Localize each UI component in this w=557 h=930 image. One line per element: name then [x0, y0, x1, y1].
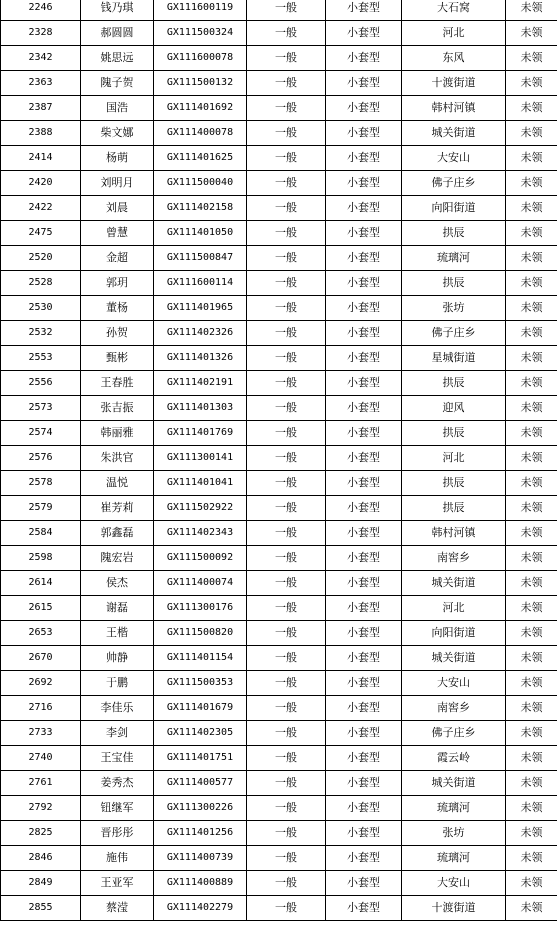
category-cell: 一般	[247, 396, 326, 421]
name-cell: 郭玥	[81, 271, 154, 296]
unit-type-cell: 小套型	[326, 46, 402, 71]
certificate-id-cell: GX111401625	[154, 146, 247, 171]
unit-type-cell: 小套型	[326, 496, 402, 521]
category-cell: 一般	[247, 271, 326, 296]
name-cell: 王宝佳	[81, 746, 154, 771]
table-row	[1, 46, 557, 71]
name-cell: 董杨	[81, 296, 154, 321]
township-cell: 大石窝	[402, 0, 506, 21]
category-cell: 一般	[247, 696, 326, 721]
status-cell: 未领	[506, 546, 557, 571]
status-cell: 未领	[506, 296, 557, 321]
unit-type-cell: 小套型	[326, 221, 402, 246]
name-cell: 崔芳莉	[81, 496, 154, 521]
status-cell: 未领	[506, 646, 557, 671]
status-cell: 未领	[506, 121, 557, 146]
certificate-id-cell: GX111401692	[154, 96, 247, 121]
name-cell: 谢磊	[81, 596, 154, 621]
status-cell: 未领	[506, 21, 557, 46]
name-cell: 甄彬	[81, 346, 154, 371]
unit-type-cell: 小套型	[326, 521, 402, 546]
certificate-id-cell: GX111400577	[154, 771, 247, 796]
township-cell: 张坊	[402, 296, 506, 321]
record-number-cell: 2422	[1, 196, 81, 221]
certificate-id-cell: GX111401041	[154, 471, 247, 496]
certificate-id-cell: GX111500324	[154, 21, 247, 46]
category-cell: 一般	[247, 621, 326, 646]
township-cell: 迎风	[402, 396, 506, 421]
category-cell: 一般	[247, 871, 326, 896]
category-cell: 一般	[247, 646, 326, 671]
unit-type-cell: 小套型	[326, 646, 402, 671]
certificate-id-cell: GX111402305	[154, 721, 247, 746]
category-cell: 一般	[247, 471, 326, 496]
status-cell: 未领	[506, 396, 557, 421]
name-cell: 朱洪官	[81, 446, 154, 471]
township-cell: 拱辰	[402, 271, 506, 296]
unit-type-cell: 小套型	[326, 896, 402, 921]
status-cell: 未领	[506, 796, 557, 821]
name-cell: 隗宏岩	[81, 546, 154, 571]
category-cell: 一般	[247, 221, 326, 246]
status-cell: 未领	[506, 0, 557, 21]
name-cell: 钱乃琪	[81, 0, 154, 21]
category-cell: 一般	[247, 196, 326, 221]
status-cell: 未领	[506, 621, 557, 646]
record-number-cell: 2328	[1, 21, 81, 46]
table-row	[1, 421, 557, 446]
unit-type-cell: 小套型	[326, 296, 402, 321]
township-cell: 河北	[402, 446, 506, 471]
record-number-cell: 2414	[1, 146, 81, 171]
status-cell: 未领	[506, 571, 557, 596]
status-cell: 未领	[506, 321, 557, 346]
status-cell: 未领	[506, 246, 557, 271]
township-cell: 韩村河镇	[402, 96, 506, 121]
township-cell: 向阳街道	[402, 196, 506, 221]
table-row	[1, 396, 557, 421]
unit-type-cell: 小套型	[326, 171, 402, 196]
township-cell: 拱辰	[402, 421, 506, 446]
unit-type-cell: 小套型	[326, 771, 402, 796]
record-number-cell: 2556	[1, 371, 81, 396]
table-row	[1, 896, 557, 921]
category-cell: 一般	[247, 421, 326, 446]
category-cell: 一般	[247, 546, 326, 571]
record-number-cell: 2576	[1, 446, 81, 471]
unit-type-cell: 小套型	[326, 246, 402, 271]
category-cell: 一般	[247, 21, 326, 46]
township-cell: 大安山	[402, 871, 506, 896]
table-row	[1, 671, 557, 696]
status-cell: 未领	[506, 896, 557, 921]
unit-type-cell: 小套型	[326, 121, 402, 146]
table-row	[1, 846, 557, 871]
name-cell: 隗子贺	[81, 71, 154, 96]
category-cell: 一般	[247, 0, 326, 21]
table-row	[1, 196, 557, 221]
certificate-id-cell: GX111400739	[154, 846, 247, 871]
category-cell: 一般	[247, 596, 326, 621]
record-number-cell: 2574	[1, 421, 81, 446]
category-cell: 一般	[247, 46, 326, 71]
certificate-id-cell: GX111401303	[154, 396, 247, 421]
record-number-cell: 2246	[1, 0, 81, 21]
record-number-cell: 2733	[1, 721, 81, 746]
table-row	[1, 871, 557, 896]
table-row	[1, 71, 557, 96]
certificate-id-cell: GX111500132	[154, 71, 247, 96]
category-cell: 一般	[247, 571, 326, 596]
name-cell: 施伟	[81, 846, 154, 871]
certificate-id-cell: GX111402326	[154, 321, 247, 346]
name-cell: 晋彤彤	[81, 821, 154, 846]
table-row	[1, 221, 557, 246]
category-cell: 一般	[247, 746, 326, 771]
category-cell: 一般	[247, 346, 326, 371]
record-number-cell: 2420	[1, 171, 81, 196]
certificate-id-cell: GX111300176	[154, 596, 247, 621]
table-row	[1, 771, 557, 796]
unit-type-cell: 小套型	[326, 196, 402, 221]
township-cell: 佛子庄乡	[402, 321, 506, 346]
record-number-cell: 2792	[1, 796, 81, 821]
name-cell: 杨萌	[81, 146, 154, 171]
record-number-cell: 2846	[1, 846, 81, 871]
township-cell: 霞云岭	[402, 746, 506, 771]
category-cell: 一般	[247, 296, 326, 321]
status-cell: 未领	[506, 196, 557, 221]
record-number-cell: 2740	[1, 746, 81, 771]
category-cell: 一般	[247, 896, 326, 921]
certificate-id-cell: GX111600078	[154, 46, 247, 71]
name-cell: 姜秀杰	[81, 771, 154, 796]
certificate-id-cell: GX111401769	[154, 421, 247, 446]
certificate-id-cell: GX111500353	[154, 671, 247, 696]
status-cell: 未领	[506, 221, 557, 246]
name-cell: 李佳乐	[81, 696, 154, 721]
category-cell: 一般	[247, 96, 326, 121]
unit-type-cell: 小套型	[326, 271, 402, 296]
certificate-id-cell: GX111502922	[154, 496, 247, 521]
table-row	[1, 346, 557, 371]
certificate-id-cell: GX111401256	[154, 821, 247, 846]
table-row	[1, 496, 557, 521]
record-number-cell: 2615	[1, 596, 81, 621]
record-number-cell: 2387	[1, 96, 81, 121]
unit-type-cell: 小套型	[326, 346, 402, 371]
certificate-id-cell: GX111401751	[154, 746, 247, 771]
status-cell: 未领	[506, 721, 557, 746]
record-number-cell: 2761	[1, 771, 81, 796]
table-row	[1, 21, 557, 46]
status-cell: 未领	[506, 521, 557, 546]
unit-type-cell: 小套型	[326, 71, 402, 96]
certificate-id-cell: GX111600119	[154, 0, 247, 21]
table-row	[1, 0, 557, 21]
category-cell: 一般	[247, 321, 326, 346]
table-row	[1, 646, 557, 671]
category-cell: 一般	[247, 171, 326, 196]
status-cell: 未领	[506, 71, 557, 96]
unit-type-cell: 小套型	[326, 421, 402, 446]
township-cell: 城关街道	[402, 121, 506, 146]
category-cell: 一般	[247, 121, 326, 146]
status-cell: 未领	[506, 446, 557, 471]
status-cell: 未领	[506, 371, 557, 396]
records-table-body	[1, 0, 557, 921]
township-cell: 拱辰	[402, 371, 506, 396]
category-cell: 一般	[247, 246, 326, 271]
unit-type-cell: 小套型	[326, 821, 402, 846]
category-cell: 一般	[247, 371, 326, 396]
township-cell: 拱辰	[402, 221, 506, 246]
unit-type-cell: 小套型	[326, 596, 402, 621]
township-cell: 大安山	[402, 671, 506, 696]
category-cell: 一般	[247, 721, 326, 746]
certificate-id-cell: GX111400074	[154, 571, 247, 596]
unit-type-cell: 小套型	[326, 396, 402, 421]
table-row	[1, 171, 557, 196]
table-row	[1, 546, 557, 571]
township-cell: 河北	[402, 21, 506, 46]
record-number-cell: 2528	[1, 271, 81, 296]
status-cell: 未领	[506, 46, 557, 71]
status-cell: 未领	[506, 96, 557, 121]
table-row	[1, 121, 557, 146]
status-cell: 未领	[506, 596, 557, 621]
unit-type-cell: 小套型	[326, 571, 402, 596]
category-cell: 一般	[247, 71, 326, 96]
table-row	[1, 796, 557, 821]
unit-type-cell: 小套型	[326, 796, 402, 821]
certificate-id-cell: GX111500847	[154, 246, 247, 271]
category-cell: 一般	[247, 446, 326, 471]
record-number-cell: 2584	[1, 521, 81, 546]
township-cell: 琉璃河	[402, 246, 506, 271]
township-cell: 拱辰	[402, 496, 506, 521]
category-cell: 一般	[247, 521, 326, 546]
name-cell: 曾慧	[81, 221, 154, 246]
record-number-cell: 2855	[1, 896, 81, 921]
category-cell: 一般	[247, 146, 326, 171]
township-cell: 南窖乡	[402, 546, 506, 571]
certificate-id-cell: GX111401679	[154, 696, 247, 721]
record-number-cell: 2388	[1, 121, 81, 146]
category-cell: 一般	[247, 821, 326, 846]
township-cell: 十渡街道	[402, 71, 506, 96]
township-cell: 十渡街道	[402, 896, 506, 921]
township-cell: 南窖乡	[402, 696, 506, 721]
unit-type-cell: 小套型	[326, 546, 402, 571]
name-cell: 孙贺	[81, 321, 154, 346]
name-cell: 姚思远	[81, 46, 154, 71]
name-cell: 金超	[81, 246, 154, 271]
name-cell: 刘明月	[81, 171, 154, 196]
name-cell: 柴文娜	[81, 121, 154, 146]
status-cell: 未领	[506, 421, 557, 446]
record-number-cell: 2520	[1, 246, 81, 271]
unit-type-cell: 小套型	[326, 0, 402, 21]
certificate-id-cell: GX111401965	[154, 296, 247, 321]
name-cell: 王楷	[81, 621, 154, 646]
unit-type-cell: 小套型	[326, 446, 402, 471]
category-cell: 一般	[247, 496, 326, 521]
record-number-cell: 2716	[1, 696, 81, 721]
certificate-id-cell: GX111600114	[154, 271, 247, 296]
township-cell: 琉璃河	[402, 846, 506, 871]
record-number-cell: 2692	[1, 671, 81, 696]
name-cell: 帅静	[81, 646, 154, 671]
table-row	[1, 96, 557, 121]
name-cell: 李剑	[81, 721, 154, 746]
township-cell: 城关街道	[402, 571, 506, 596]
township-cell: 河北	[402, 596, 506, 621]
status-cell: 未领	[506, 171, 557, 196]
record-number-cell: 2849	[1, 871, 81, 896]
status-cell: 未领	[506, 271, 557, 296]
township-cell: 城关街道	[402, 771, 506, 796]
township-cell: 拱辰	[402, 471, 506, 496]
name-cell: 王春胜	[81, 371, 154, 396]
certificate-id-cell: GX111402279	[154, 896, 247, 921]
name-cell: 刘晨	[81, 196, 154, 221]
table-row	[1, 696, 557, 721]
unit-type-cell: 小套型	[326, 746, 402, 771]
status-cell: 未领	[506, 846, 557, 871]
name-cell: 王亚军	[81, 871, 154, 896]
category-cell: 一般	[247, 796, 326, 821]
table-row	[1, 246, 557, 271]
unit-type-cell: 小套型	[326, 696, 402, 721]
name-cell: 国浩	[81, 96, 154, 121]
status-cell: 未领	[506, 871, 557, 896]
name-cell: 张吉振	[81, 396, 154, 421]
status-cell: 未领	[506, 771, 557, 796]
certificate-id-cell: GX111300141	[154, 446, 247, 471]
township-cell: 韩村河镇	[402, 521, 506, 546]
category-cell: 一般	[247, 671, 326, 696]
name-cell: 郝圆圆	[81, 21, 154, 46]
record-number-cell: 2614	[1, 571, 81, 596]
certificate-id-cell: GX111402191	[154, 371, 247, 396]
table-row	[1, 821, 557, 846]
township-cell: 东风	[402, 46, 506, 71]
unit-type-cell: 小套型	[326, 96, 402, 121]
status-cell: 未领	[506, 696, 557, 721]
status-cell: 未领	[506, 471, 557, 496]
table-row	[1, 371, 557, 396]
table-row	[1, 321, 557, 346]
name-cell: 于鹏	[81, 671, 154, 696]
certificate-id-cell: GX111500820	[154, 621, 247, 646]
record-number-cell: 2553	[1, 346, 81, 371]
table-row	[1, 721, 557, 746]
table-row	[1, 621, 557, 646]
status-cell: 未领	[506, 146, 557, 171]
certificate-id-cell: GX111500040	[154, 171, 247, 196]
unit-type-cell: 小套型	[326, 471, 402, 496]
certificate-id-cell: GX111401154	[154, 646, 247, 671]
certificate-id-cell: GX111400078	[154, 121, 247, 146]
status-cell: 未领	[506, 346, 557, 371]
record-number-cell: 2573	[1, 396, 81, 421]
certificate-id-cell: GX111402158	[154, 196, 247, 221]
record-number-cell: 2578	[1, 471, 81, 496]
unit-type-cell: 小套型	[326, 321, 402, 346]
category-cell: 一般	[247, 846, 326, 871]
unit-type-cell: 小套型	[326, 371, 402, 396]
unit-type-cell: 小套型	[326, 671, 402, 696]
certificate-id-cell: GX111500092	[154, 546, 247, 571]
name-cell: 韩丽雅	[81, 421, 154, 446]
record-number-cell: 2598	[1, 546, 81, 571]
status-cell: 未领	[506, 821, 557, 846]
category-cell: 一般	[247, 771, 326, 796]
table-row	[1, 571, 557, 596]
record-number-cell: 2825	[1, 821, 81, 846]
certificate-id-cell: GX111401326	[154, 346, 247, 371]
status-cell: 未领	[506, 746, 557, 771]
record-number-cell: 2475	[1, 221, 81, 246]
name-cell: 郭鑫磊	[81, 521, 154, 546]
record-number-cell: 2653	[1, 621, 81, 646]
unit-type-cell: 小套型	[326, 846, 402, 871]
name-cell: 温悦	[81, 471, 154, 496]
name-cell: 侯杰	[81, 571, 154, 596]
record-number-cell: 2342	[1, 46, 81, 71]
certificate-id-cell: GX111401050	[154, 221, 247, 246]
unit-type-cell: 小套型	[326, 721, 402, 746]
township-cell: 大安山	[402, 146, 506, 171]
certificate-id-cell: GX111402343	[154, 521, 247, 546]
township-cell: 佛子庄乡	[402, 171, 506, 196]
record-number-cell: 2532	[1, 321, 81, 346]
township-cell: 星城街道	[402, 346, 506, 371]
record-number-cell: 2530	[1, 296, 81, 321]
table-row	[1, 271, 557, 296]
status-cell: 未领	[506, 496, 557, 521]
table-row	[1, 521, 557, 546]
record-number-cell: 2670	[1, 646, 81, 671]
status-cell: 未领	[506, 671, 557, 696]
table-row	[1, 471, 557, 496]
township-cell: 张坊	[402, 821, 506, 846]
table-row	[1, 146, 557, 171]
unit-type-cell: 小套型	[326, 871, 402, 896]
record-number-cell: 2363	[1, 71, 81, 96]
township-cell: 佛子庄乡	[402, 721, 506, 746]
unit-type-cell: 小套型	[326, 621, 402, 646]
unit-type-cell: 小套型	[326, 146, 402, 171]
record-number-cell: 2579	[1, 496, 81, 521]
name-cell: 蔡滢	[81, 896, 154, 921]
township-cell: 琉璃河	[402, 796, 506, 821]
township-cell: 向阳街道	[402, 621, 506, 646]
table-row	[1, 746, 557, 771]
township-cell: 城关街道	[402, 646, 506, 671]
table-row	[1, 296, 557, 321]
certificate-id-cell: GX111300226	[154, 796, 247, 821]
table-row	[1, 446, 557, 471]
certificate-id-cell: GX111400889	[154, 871, 247, 896]
unit-type-cell: 小套型	[326, 21, 402, 46]
name-cell: 钮继军	[81, 796, 154, 821]
table-row	[1, 596, 557, 621]
